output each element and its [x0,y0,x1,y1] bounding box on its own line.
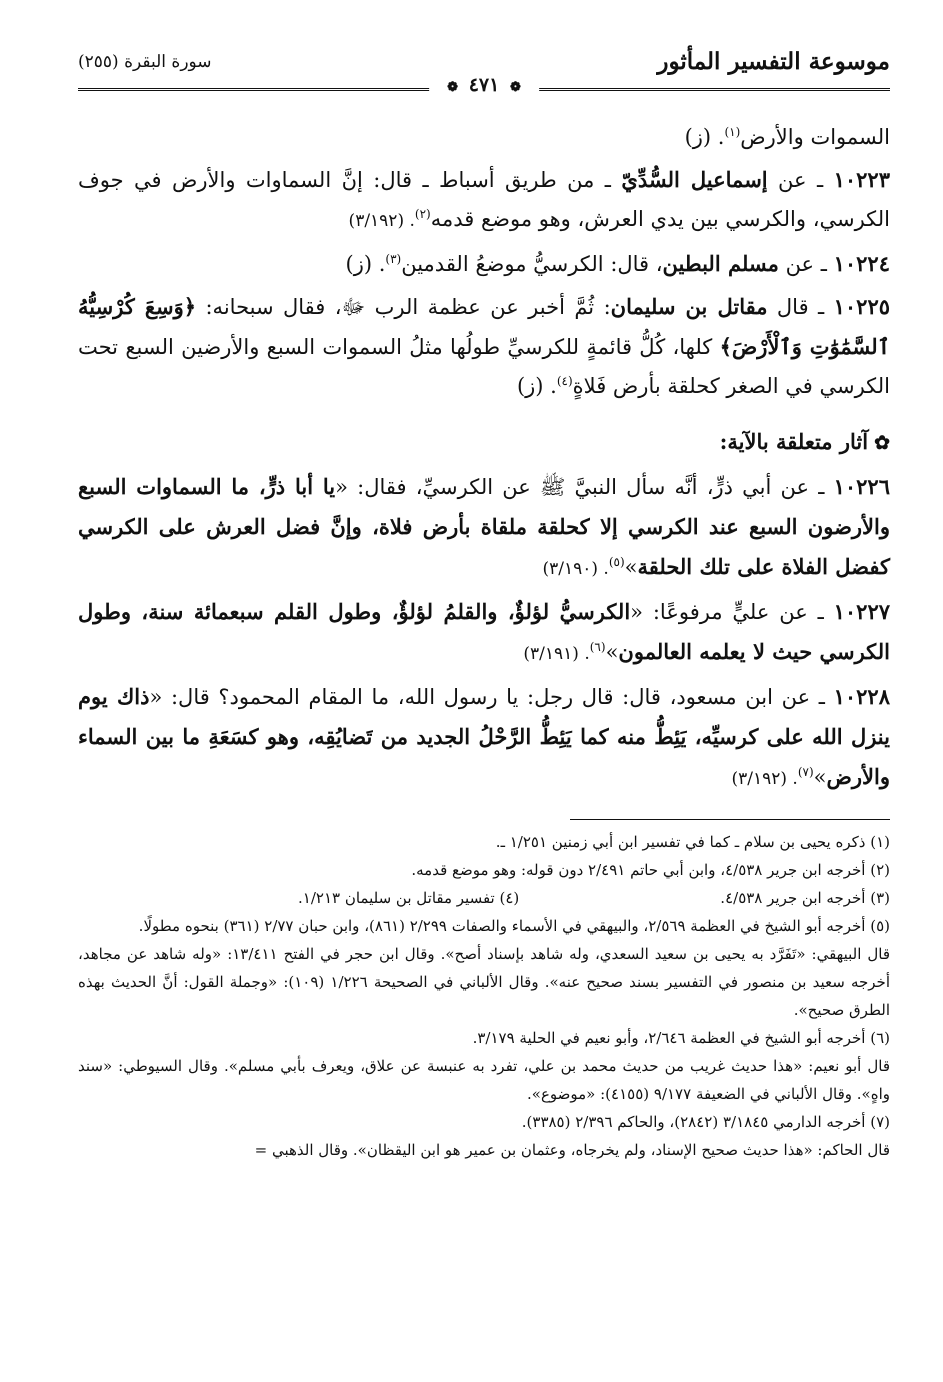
text: كلها، كُلُّ قائمةٍ للكرسيِّ طولُها مثلُ السموات السبع والأرضين السبع تحت الكرسي في الصغر كحلقة بأرض فَلاةٍ [78,335,890,398]
footnote-marker: (١) [724,125,741,139]
footnote-row-3-4 [78,884,890,912]
text: السموات والأرض [740,125,890,149]
athar-10224 [78,244,890,284]
page-number: ٤٧١ [468,74,500,96]
footnote-marker: (٣) [385,252,402,266]
narrator-name: مسلم البطين [662,251,779,276]
main-text [78,118,890,799]
narrator-name: مقاتل بن سليمان [610,294,768,319]
footnote-6: (٦) أخرجه أبو الشيخ في العظمة ٢/٦٤٦، وأبو نعيم في الحلية ٣/١٧٩. [472,1029,890,1047]
athar-number: ١٠٢٢٨ [833,684,890,709]
footnote-marker: (٦) [589,640,606,654]
section-heading [78,422,890,463]
ornament-left-icon: ❁ [447,80,459,95]
athar-10223 [78,160,890,241]
text: ـ عن عليٍّ مرفوعًا: « [630,600,834,624]
paragraph-continuation [78,118,890,157]
athar-number: ١٠٢٢٧ [833,599,891,624]
text: ـ عن [778,252,834,276]
footnote-7-commentary: قال الحاكم: «هذا حديث صحيح الإسناد، ولم يخرجاه، وعثمان بن عمير هو ابن اليقظان». وقال الذهبي = [254,1141,890,1159]
footnote-6-commentary: قال أبو نعيم: «هذا حديث غريب من حديث محمد بن علي، تفرد به عنبسة عن علاق، ويعرف بأبي مسلم». وقال السيوطي: «سند واهٍ». وقال الألباني في الضعيفة ٩/١٧٧ (٤١٥٥): «موضوع». [78,1057,890,1103]
footnote-separator [570,819,890,820]
ornament-right-icon: ❁ [509,80,521,95]
text: ـ عن [767,168,834,192]
text: . (ز) [684,125,725,149]
flower-ornament-icon: ✿ [874,432,890,454]
footnote-2: (٢) أخرجه ابن جرير ٤/٥٣٨، وابن أبي حاتم ٢/٤٩١ دون قوله: وهو موضع قدمه. [411,861,890,879]
hadith-text: يا أبا ذرٍّ، ما السماوات السبع والأرضون السبع عند الكرسي إلا كحلقة ملقاة بأرض فلاة، وإنَّ فضل العرش على الكرسي كفضل الفلاة على تلك الحلقة [78,474,890,579]
text: ـ عن أبي ذرٍّ، أنَّه سأل النبيَّ ﷺ عن الكرسيِّ، فقال: « [335,475,834,499]
volume-reference: . (٣/١٩٠) [542,559,609,579]
surah-label: سورة البقرة (٢٥٥) [78,52,212,72]
text: . (ز) [516,374,557,398]
section-heading-text: آثار متعلقة بالآية: [719,429,869,454]
footnote-5-commentary: قال البيهقي: «تَفَرَّد به يحيى بن سعيد السعدي، وله شاهد بإسناد أصح». وقال ابن حجر في الفتح ١٣/٤١١: «وله شاهد عن مجاهد، أخرجه سعيد بن منصور في التفسير بسند صحيح عنه». وقال الألباني في الصحيحة ١/٢٢٦ (١٠٩): «وجملة القول: أنَّ الحديث بهذه الطرق صحيح». [78,945,890,1019]
athar-10225 [78,287,890,406]
page [78,40,890,1164]
athar-number: ١٠٢٢٤ [833,251,890,276]
text: ـ قال [767,295,834,319]
hadith-text: الكرسيُّ لؤلؤٌ، والقلمُ لؤلؤٌ، وطول القلم سبعمائة سنة، وطول الكرسي حيث لا يعلمه العالمون [78,599,890,664]
volume-reference: . (٣/١٩١) [523,644,590,664]
text: ـ من طريق أسباط ـ قال: إنَّ السماوات والأرض في جوف الكرسي، والكرسي بين يدي العرش، وهو موضع قدمه [78,168,890,231]
athar-10228 [78,677,890,799]
athar-number: ١٠٢٢٣ [833,167,890,192]
footnote-3: (٣) أخرجه ابن جرير ٤/٥٣٨. [720,889,890,907]
quran-verse: ﴿وَسِعَ كُرْسِيُّهُ ٱلسَّمَٰوَٰتِ وَٱلْأَرْضَ﴾ [78,294,890,359]
book-title: موسوعة التفسير المأثور [657,48,890,75]
footnote-marker: (٥) [608,555,625,569]
text: » [624,555,638,579]
footnote-5: (٥) أخرجه أبو الشيخ في العظمة ٢/٥٦٩، والبيهقي في الأسماء والصفات ٢/٢٩٩ (٨٦١)، وابن حبان ٢/٧٧ (٣٦١) بنحوه مطولًا. [138,917,890,935]
text: . (ز) [345,252,386,276]
footnote-marker: (٢) [414,207,431,221]
athar-number: ١٠٢٢٥ [833,294,891,319]
athar-number: ١٠٢٢٦ [833,474,890,499]
text: » [605,640,619,664]
hadith-text: ذاك يوم ينزل الله على كرسيِّه، يَئِطُّ منه كما يَئِطُّ الرَّحْلُ الجديد من تَضايُقِه، وهو كسَعَةِ ما بين السماء والأرض [78,684,890,789]
page-header [78,40,890,96]
footnote-4: (٤) تفسير مقاتل بن سليمان ١/٢١٣. [298,889,520,907]
athar-10226 [78,467,890,589]
text: ، قال: الكرسيُّ موضعُ القدمين [401,252,663,276]
text: ـ عن ابن مسعود، قال: قال رجل: يا رسول الله، ما المقام المحمود؟ قال: « [149,685,834,709]
footnote-7: (٧) أخرجه الدارمي ٣/١٨٤٥ (٢٨٤٢)، والحاكم ٢/٣٩٦ (٣٣٨٥). [521,1113,890,1131]
volume-reference: . (٣/١٩٢) [731,769,798,789]
footnotes [78,828,890,1164]
footnote-1: (١) ذكره يحيى بن سلام ـ كما في تفسير ابن أبي زمنين ١/٢٥١ ـ. [495,833,890,851]
narrator-name: إسماعيل السُّدِّيّ [621,167,768,192]
volume-reference: . (٣/١٩٢) [348,211,415,231]
footnote-marker: (٤) [556,374,573,388]
text: : ثُمَّ أخبر عن عظمة الرب ﷻ، فقال سبحانه: [196,295,611,319]
page-number-box [429,74,539,96]
footnote-marker: (٧) [797,765,814,779]
athar-10227 [78,592,890,674]
text: » [813,765,827,789]
